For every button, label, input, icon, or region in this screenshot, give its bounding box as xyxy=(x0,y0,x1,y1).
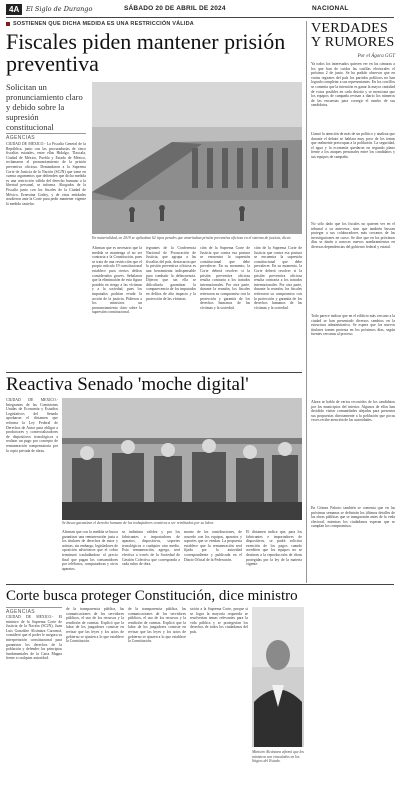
story3-photo-caption: Ministro Alcántara afirmó que los ministros son vinculados en los litigios del Estado. xyxy=(252,750,304,763)
story1-col1: CIUDAD DE MÉXICO.- La Fiscalía General de la República, junto con las procuradurías de cinco fiscalías estatales, entre ellas Hidalgo, Tlaxcala, Ciudad de México, Puebla y Estado de México, reclamaron el pronunciamiento de la prisión preventiva oficiosa. Demandaron a la Suprema Corte de Justicia de la Nación (SCJN) que tome en cuenta argumentos que defienden que dicha medida es una restricción válida del derecho humano a la libertad personal, se informa. Abogados de la Fiscalía junto con los fiscales de la Ciudad de México, Ernestina Godoy, y de otras entidades acudieron ante la Corte para pedir mantener vigente la medida cautelar. xyxy=(6,142,86,206)
masthead: El Siglo de Durango xyxy=(26,5,93,13)
column-p5: Ahora se habla de varios recorridos de los candidatos por los municipios del interior. Algunos de ellos han decidido visitar comunidades alejadas para presentar sus propuestas directamente a la población que pocas veces recibe atención de las autoridades. xyxy=(311,400,395,423)
column-p3: No sólo dado que los fiscales no quieren ver en el tribunal a su antecesor, sino que también buscan proteger a sus colaboradores más cercanos de las investigaciones en curso. Se dice que en los próximos días se darán a conocer nuevos nombramientos en diversas dependencias del gobierno federal y estatal. xyxy=(311,222,395,249)
story3-photo xyxy=(252,607,304,747)
column-p6: En Gómez Palacio también se comenta que en las próximas semanas se definirán los últimos detalles de las obras públicas que se inaugurarán antes de la veda electoral, mientras los ciudadanos esperan que se cumplan los compromisos. xyxy=(311,506,395,529)
story3-top-rule xyxy=(6,584,394,585)
story1-photo-caption: En materialidad, en 2019 se aplicaban 62 tipos penales que ameritaban prisión preventiva oficiosa en el sistema de justicia, dicen. xyxy=(92,236,292,240)
column-p2: Llamó la atención de más de un político y analista que durante el debate se hablara muy poco de los temas que realmente preocupan a la población. La seguridad, el agua y la economía quedaron en segundo plano frente a los ataques personales entre los candidatos y sus equipos de campaña. xyxy=(311,132,395,159)
story1-col2: Afirman que es necesario que la medida se mantenga al no ser contraria a la Constitución, pues se trata de una restricción que el propio artículo 19 constitucional establece para ciertos delitos considerados graves. Señalaron que la eliminación de esta figura pondría en riesgo a las víctimas y a la sociedad, pues los imputados podrían evadir la acción de la justicia. Pidieron a los ministros un pronunciamiento claro sobre la supresión constitucional. xyxy=(92,246,142,315)
building-photo xyxy=(92,82,302,234)
story1-kicker xyxy=(6,21,296,27)
story2-col2: Afirman que con la medida se busca garantizar una remuneración justa a los titulares de derechos de autor y artistas, sin embargo, legisladores de oposición advirtieron que el cobro terminará trasladándose al precio final que pagan los consumidores por teléfonos, computadoras y otros aparatos. xyxy=(62,530,118,571)
story2-top-rule xyxy=(6,372,302,373)
story2-col1: CIUDAD DE MÉXICO.- Integrantes de las Comisiones Unidas de Economía y Estudios Legislativos del Senado aprobaron el dictamen que reforma la Ley Federal de Derechos de Autor para obligar a productores y comercializadores de dispositivos tecnológicos a realizar un pago por concepto de remuneración compensatoria por la copia privada de obras. xyxy=(6,398,58,453)
story1-col3: tegrantes de la Conferencia Nacional de Procuración de Justicia, que agrupa a las fiscalías del país, destacaron que la prisión preventiva oficiosa es una herramienta indispensable para combatir la delincuencia. Dijeron que sin ella se dificultaría garantizar la comparecencia de los imputados en delitos de alto impacto y la protección de las víctimas. xyxy=(146,246,196,301)
story2-col3: se indistinta validez y por los fabricantes o importadores de aparatos, dispositivos, soportes tecnológicos o cualquier otro medio. Esta remuneración, agrega, será efectiva a través de la Sociedad de Gestión Colectiva que corresponda a cada rubro de obra. xyxy=(122,530,180,567)
story1-deck: Solicitan un pronunciamiento claro y debido sobre la supresión constitucional xyxy=(6,82,83,132)
story1-photo xyxy=(92,82,302,234)
story2-photo-caption: Se busca garantizar el derecho humano de los trabajadores creativos a ser retribuidos por su labor. xyxy=(62,521,214,525)
minister-portrait xyxy=(252,607,304,747)
column-p4: Todo parece indicar que en el edificio más cercano a la ciudad se han presentado diversos cambios en la estructura administrativa. Se espera que los nuevos titulares tomen protesta en los próximos días, según fuentes cercanas al proceso. xyxy=(311,314,395,337)
story2-col5: El dictamen indica que, para los fabricantes e importadores de dispositivos, se podrá solicitar exención de los pagos cuando acrediten que los equipos no se destinan a la reproducción de obras protegidas por la ley de la materia vigente. xyxy=(246,530,302,567)
section-label: NACIONAL xyxy=(312,5,349,12)
column-divider xyxy=(306,21,307,583)
story3-headline: Corte busca proteger Constitución, dice ministro xyxy=(6,588,298,604)
column-p1: Ya todos los interesados quieren ver en las cámaras a los que han de cuidar las casillas electorales el próximo 2 de junio. Se ha podido observar que en varias regiones del país los partidos políticos no han logrado completar a sus representantes. En los corrillos se comenta que la intención es ganar la mayor cantidad de votos posibles en cada distrito y se menciona que los equipos de campaña revisan a diario los números de las encuestas para corregir el rumbo de sus candidatos. xyxy=(311,62,395,108)
page-number: 4A xyxy=(6,4,22,15)
header-rule xyxy=(6,17,394,18)
story3-col2: de la transparencia pública, las comunicaciones de los servidores públicos, el uso de los recursos y la rendición de cuentas. Explicó que la labor de los juzgadores consiste en revisar que las leyes y los actos de gobierno se ajusten a lo que establece la Constitución. xyxy=(66,607,124,644)
page-header xyxy=(6,4,394,16)
column-title: VERDADES Y RUMORES xyxy=(311,21,395,50)
story3-col1: CIUDAD DE MÉXICO.- El ministro de la Suprema Corte de Justicia de la Nación (SCJN), Juan Luis González Alcántara Carrancá, consideró que el poder le asegura su interpretación constitucional para garantizar los derechos de la población y defender los principios fundamentales de la Carta Magna frente a cualquier autoridad. xyxy=(6,615,62,661)
story1-kicker-text: SOSTIENEN QUE DICHA MEDIDA ES UNA RESTRICCIÓN VÁLIDA xyxy=(13,21,194,27)
story2-photo xyxy=(62,398,302,520)
column-byline: Por el Ágora GGT xyxy=(357,54,395,59)
story1-col4: ción de la Suprema Corte de Justicia que contra esa postura se encuentra la supresión constitucional que debe prevalecer. En su momento, la Corte deberá resolver si la prisión preventiva oficiosa resulta contraria a los tratados internacionales. Por otra parte, durante la reunión, los fiscales reiteraron su compromiso con la protección y garantía de los derechos humanos de las víctimas y la sociedad. xyxy=(200,246,250,310)
issue-date: SÁBADO 20 DE ABRIL DE 2024 xyxy=(124,5,226,12)
story2-col4: monto de las contribuciones, de acuerdo con los equipos, aparatos y soportes que se vendan. La propuesta establece que la remuneración será fijada por la autoridad correspondiente y publicada en el Diario Oficial de la Federación. xyxy=(184,530,242,562)
story3-col3: de la transparencia pública, las comunicaciones de los servidores públicos, el uso de los recursos y la rendición de cuentas. Explicó que la labor de los juzgadores consiste en revisar que las leyes y los actos de gobierno se ajusten a lo que establece la Constitución. xyxy=(128,607,186,644)
senate-photo xyxy=(62,398,302,520)
story2-headline: Reactiva Senado 'moche digital' xyxy=(6,374,249,395)
story1-agency: AGENCIAS xyxy=(6,133,86,141)
story1-col5: ción de la Suprema Corte de Justicia que contra esa postura se encuentra la supresión constitucional que debe prevalecer. En su momento, la Corte deberá resolver si la prisión preventiva oficiosa resulta contraria a los tratados internacionales. Por otra parte, durante la reunión, los fiscales reiteraron su compromiso con la protección y garantía de los derechos humanos de las víctimas y la sociedad. xyxy=(254,246,302,310)
story3-col4: sición a la Suprema Corte, porque si se logra la mayoría requerida se resolverían temas relevantes para la vida pública y se protegerían los derechos de todos los ciudadanos del país. xyxy=(190,607,248,634)
story1-headline: Fiscales piden mantener prisión preventiva xyxy=(6,29,286,76)
story3-agency: AGENCIAS xyxy=(6,607,62,615)
kicker-square-icon xyxy=(6,22,10,26)
